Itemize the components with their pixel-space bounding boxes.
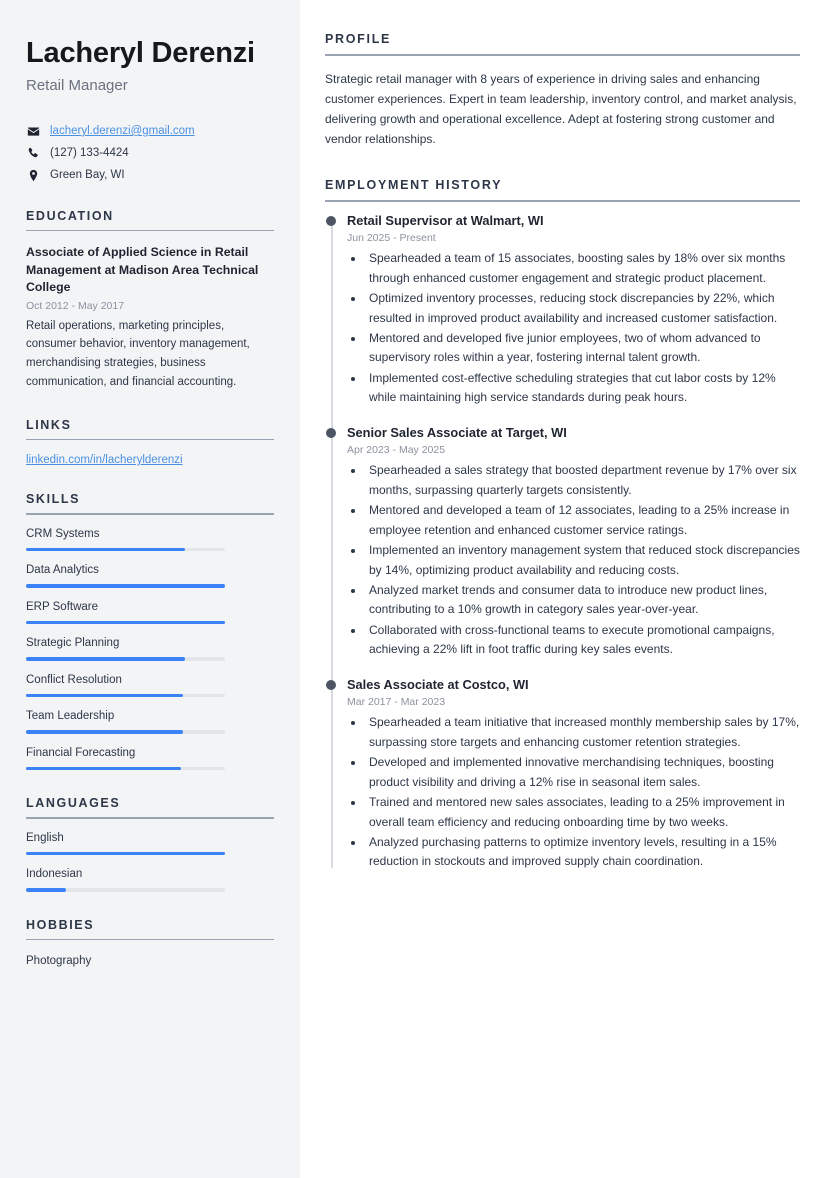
skills-items xyxy=(26,528,274,771)
job-bullet: • Spearheaded a sales strategy that boosted department revenue by 17% over six months, surpassing quarterly targets consistently. xyxy=(365,461,800,500)
job-date: Jun 2025 - Present xyxy=(347,232,436,245)
hobby-item: Photography xyxy=(26,955,92,967)
languages-divider xyxy=(26,817,274,819)
skill-level-track xyxy=(26,657,225,661)
language xyxy=(26,832,274,856)
main-column xyxy=(300,0,833,1178)
job-date: Apr 2023 - May 2025 xyxy=(347,444,446,457)
hobbies-divider xyxy=(26,939,274,941)
phone-icon xyxy=(26,147,40,160)
job-bullet: • Spearheaded a team of 15 associates, boosting sales by 18% over six months through enhanced customer engagement and strategic product placement. xyxy=(365,249,800,288)
job-bullet: • Trained and mentored new sales associates, leading to a 25% improvement in overall team efficiency and reducing onboarding time by two weeks. xyxy=(365,793,800,832)
email-link[interactable]: lacheryl.derenzi@gmail.com xyxy=(50,124,195,137)
education-description: Retail operations, marketing principles, consumer behavior, inventory management, merchandising strategies, business communication, and financial accounting. xyxy=(26,319,250,388)
envelope-icon xyxy=(26,125,40,138)
job-title: Retail Supervisor at Walmart, WI xyxy=(347,212,544,228)
skill-level-fill xyxy=(26,694,183,698)
language xyxy=(26,868,274,892)
candidate-name: Lacheryl Derenzi xyxy=(26,37,255,69)
language-label: English xyxy=(26,831,64,844)
contact-text: (127) 133-4424 xyxy=(50,146,129,159)
job-bullet: • Analyzed market trends and consumer data to introduce new product lines, contributing to a 10% growth in category sales year-over-year. xyxy=(365,581,800,620)
education-divider xyxy=(26,230,274,232)
job-bullet-list xyxy=(347,713,800,872)
languages-section xyxy=(26,796,274,892)
contact-text: Green Bay, WI xyxy=(50,168,125,181)
job-bullet-list xyxy=(347,249,800,408)
language-level-track xyxy=(26,888,225,892)
timeline-dot-icon xyxy=(326,680,336,690)
skill xyxy=(26,528,274,552)
job-bullet-list xyxy=(347,461,800,659)
contact-row[interactable] xyxy=(26,124,274,139)
skill-level-fill xyxy=(26,584,225,588)
job-title: Senior Sales Associate at Target, WI xyxy=(347,424,567,440)
employment-timeline xyxy=(325,213,800,872)
employment-divider xyxy=(325,200,800,202)
job-bullet: • Implemented an inventory management system that reduced stock discrepancies by 14%, optimizing product availability and reducing costs. xyxy=(365,541,800,580)
skill-level-fill xyxy=(26,548,185,552)
job-date: Mar 2017 - Mar 2023 xyxy=(347,696,446,709)
timeline-dot-icon xyxy=(326,216,336,226)
skill-level-track xyxy=(26,621,225,625)
links-section xyxy=(26,418,274,467)
education-heading: EDUCATION xyxy=(26,208,114,223)
timeline-dot-icon xyxy=(326,428,336,438)
job-bullet: • Mentored and developed a team of 12 associates, leading to a 25% increase in employee retention and enhanced customer service ratings. xyxy=(365,501,800,540)
language-level-track xyxy=(26,852,225,856)
skill-label: Financial Forecasting xyxy=(26,746,136,759)
linkedin-link[interactable]: linkedin.com/in/lacherylderenzi xyxy=(26,454,183,466)
contact-row xyxy=(26,146,274,161)
employment-heading: EMPLOYMENT HISTORY xyxy=(325,178,503,193)
skill xyxy=(26,674,274,698)
job-title: Sales Associate at Costco, WI xyxy=(347,676,529,692)
skill xyxy=(26,564,274,588)
job-bullet: • Analyzed purchasing patterns to optimize inventory levels, resulting in a 15% reduction in stockouts and improved supply chain coordination. xyxy=(365,833,800,872)
link-item[interactable] xyxy=(26,454,274,466)
education-items xyxy=(26,244,274,391)
skills-divider xyxy=(26,513,274,515)
employment-section xyxy=(325,178,800,872)
skills-section xyxy=(26,492,274,770)
hobbies-section xyxy=(26,918,274,968)
languages-heading: LANGUAGES xyxy=(26,796,121,810)
hobbies-heading: HOBBIES xyxy=(26,917,95,932)
skill-level-fill xyxy=(26,621,225,625)
skill-label: ERP Software xyxy=(26,600,99,613)
profile-section xyxy=(325,32,800,149)
skill-level-track xyxy=(26,767,225,771)
profile-text: Strategic retail manager with 8 years of experience in driving sales and enhancing customer experiences. Expert in team leadership, inventory control, and market analysis, delivering growth and operational excellence. Adept at fostering strong customer and vendor relationships. xyxy=(325,71,797,146)
skill-level-track xyxy=(26,730,225,734)
links-items xyxy=(26,454,274,466)
job-bullet: • Spearheaded a team initiative that increased monthly membership sales by 17%, surpassing store targets and enhancing customer retention strategies. xyxy=(365,713,800,752)
job-bullet: • Collaborated with cross-functional teams to execute promotional campaigns, achieving a 22% lift in foot traffic during key sales events. xyxy=(365,621,800,660)
skill-label: CRM Systems xyxy=(26,527,100,540)
map-pin-icon xyxy=(26,169,40,182)
language-label: Indonesian xyxy=(26,868,83,880)
job-entry xyxy=(347,677,800,872)
skill xyxy=(26,710,274,734)
job-bullet: • Developed and implemented innovative merchandising techniques, boosting product visibility and driving a 12% rise in seasonal item sales. xyxy=(365,753,800,792)
skill-level-fill xyxy=(26,767,181,771)
contact-list xyxy=(26,124,274,183)
links-divider xyxy=(26,439,274,441)
job-bullet: • Mentored and developed five junior employees, two of whom advanced to supervisory roles within a year, fostering internal talent growth. xyxy=(365,329,800,368)
skill-label: Strategic Planning xyxy=(26,637,120,649)
education-degree: Associate of Applied Science in Retail Management at Madison Area Technical College xyxy=(26,245,259,295)
skill xyxy=(26,637,274,661)
skill-level-fill xyxy=(26,657,185,661)
job-bullet: • Implemented cost-effective scheduling strategies that cut labor costs by 12% while maintaining high service standards during peak hours. xyxy=(365,369,800,408)
candidate-role: Retail Manager xyxy=(26,76,128,94)
skill xyxy=(26,601,274,625)
skills-heading: SKILLS xyxy=(26,492,81,506)
job-entry xyxy=(347,425,800,660)
languages-items xyxy=(26,832,274,892)
sidebar xyxy=(0,0,300,1178)
job-entry xyxy=(347,213,800,408)
profile-heading: PROFILE xyxy=(325,32,392,46)
skill-level-track xyxy=(26,548,225,552)
job-bullet: • Optimized inventory processes, reducing stock discrepancies by 22%, which resulted in improved product availability and increased customer satisfaction. xyxy=(365,289,800,328)
links-heading: LINKS xyxy=(26,417,72,432)
skill-label: Conflict Resolution xyxy=(26,673,122,686)
education-item xyxy=(26,244,274,391)
hobbies-items xyxy=(26,955,274,967)
education-date: Oct 2012 - May 2017 xyxy=(26,299,125,312)
language-level-fill xyxy=(26,888,66,892)
skill-label: Team Leadership xyxy=(26,710,115,722)
contact-row xyxy=(26,168,274,183)
skill-level-track xyxy=(26,694,225,698)
education-section xyxy=(26,209,274,392)
profile-divider xyxy=(325,54,800,56)
skill-label: Data Analytics xyxy=(26,564,99,576)
skill-level-fill xyxy=(26,730,183,734)
skill xyxy=(26,747,274,771)
skill-level-track xyxy=(26,584,225,588)
language-level-fill xyxy=(26,852,225,856)
